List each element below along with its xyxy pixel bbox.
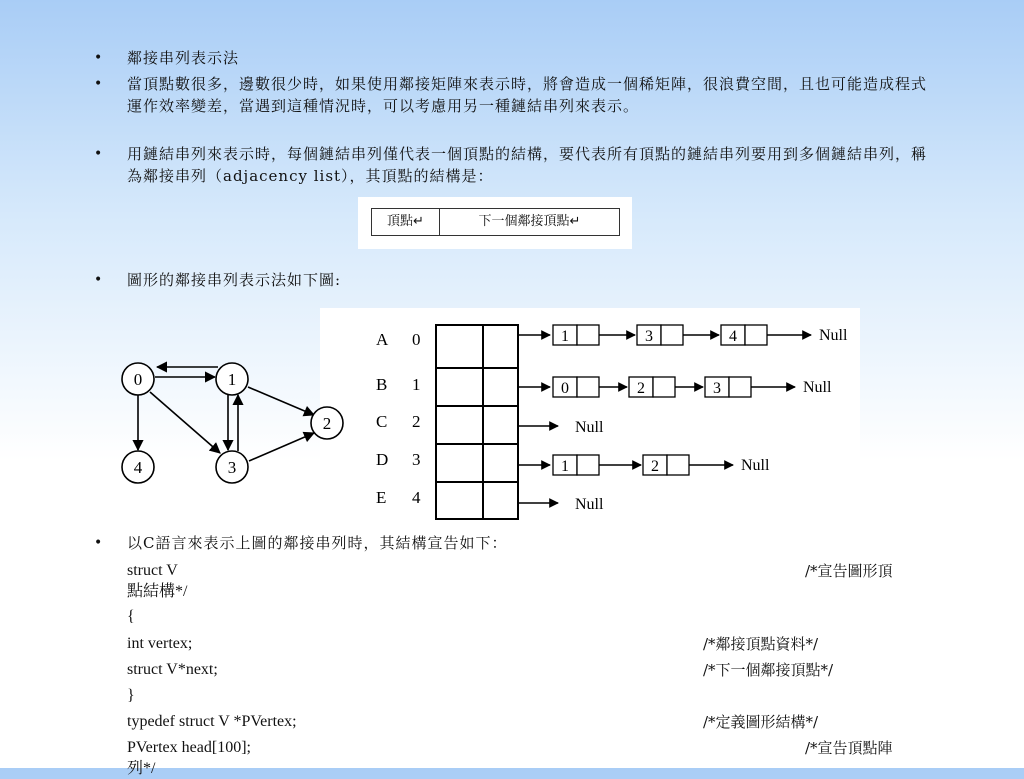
list-node-value: 3 — [645, 328, 653, 345]
adjacency-list-diagram — [110, 305, 870, 530]
code-comment: /*下一個鄰接頂點*/ — [703, 661, 834, 679]
list-node — [637, 325, 683, 345]
node-field-next: 下一個鄰接頂點↵ — [478, 214, 581, 229]
paragraph-adjacency-list: 用鏈結串列來表示時，每個鏈結串列僅代表一個頂點的結構，要代表所有頂點的鏈結串列要用到多個鏈結串列，稱為鄰接串列（adjacency list），其頂點的結構是： — [127, 145, 928, 185]
list-node — [553, 325, 599, 345]
graph-node-label: 2 — [322, 414, 332, 433]
list-node-value: 4 — [729, 328, 737, 345]
code-comment: /*宣告圖形頂 — [805, 562, 893, 580]
code-line: PVertex head[100]; — [127, 739, 251, 756]
list-node — [553, 455, 599, 475]
list-node-value: 1 — [561, 458, 569, 475]
bullet: • — [94, 535, 103, 551]
row-label: B — [376, 375, 388, 394]
row-label: A — [376, 330, 389, 349]
row-label: E — [376, 488, 387, 507]
paragraph-c-declaration: 以C語言來表示上圖的鄰接串列時，其結構宣告如下： — [127, 534, 508, 552]
list-node-value: 3 — [713, 380, 721, 397]
code-line: struct V — [127, 562, 178, 579]
bullet: • — [94, 146, 103, 162]
row-index: 4 — [412, 488, 421, 507]
paragraph-sparse-matrix: 當頂點數很多，邊數很少時，如果使用鄰接矩陣來表示時，將會造成一個稀矩陣，很浪費空間，且也可能造成程式運作效率變差，當遇到這種情況時，可以考慮用另一種鏈結串列來表示。 — [127, 75, 928, 115]
list-node — [553, 377, 599, 397]
list-node — [721, 325, 767, 345]
code-line: { — [127, 608, 135, 625]
node-field-vertex: 頂點↵ — [372, 209, 440, 235]
section-title: 鄰接串列表示法 — [127, 49, 240, 67]
code-comment: /*鄰接頂點資料*/ — [703, 635, 819, 653]
bullet: • — [94, 50, 103, 66]
null-label: Null — [803, 379, 832, 396]
row-label: D — [376, 450, 389, 469]
graph-node-label: 0 — [133, 370, 143, 389]
bullet: • — [94, 76, 103, 92]
paragraph-figure-intro: 圖形的鄰接串列表示法如下圖: — [127, 271, 342, 289]
code-line: typedef struct V *PVertex; — [127, 713, 297, 730]
list-node — [705, 377, 751, 397]
list-node-value: 0 — [561, 380, 569, 397]
code-comment: /*定義圖形結構*/ — [703, 713, 819, 731]
list-node-value: 2 — [651, 458, 659, 475]
row-index: 2 — [412, 412, 421, 431]
edge-3-2 — [249, 433, 314, 461]
code-comment: /*宣告頂點陣 — [805, 739, 893, 757]
null-label: Null — [741, 457, 770, 474]
row-index: 0 — [412, 330, 421, 349]
diagram-svg — [110, 305, 870, 530]
node-structure-table — [371, 208, 620, 236]
code-line: int vertex; — [127, 635, 193, 652]
list-node — [643, 455, 689, 475]
graph-node-label: 1 — [227, 370, 237, 389]
code-line: } — [127, 687, 135, 704]
row-label: C — [376, 412, 388, 431]
list-node-value: 1 — [561, 328, 569, 345]
edge-1-2 — [248, 387, 314, 415]
bullet: • — [94, 272, 103, 288]
null-label: Null — [575, 419, 604, 436]
code-line: 點結構*/ — [127, 583, 188, 600]
null-label: Null — [575, 496, 604, 513]
graph-nodes — [122, 363, 343, 483]
null-label: Null — [819, 327, 848, 344]
edge-0-3 — [150, 392, 220, 453]
list-node-value: 2 — [637, 380, 645, 397]
node-structure-figure — [358, 197, 632, 249]
code-line: struct V*next; — [127, 661, 218, 678]
row-index: 3 — [412, 450, 421, 469]
row-index: 1 — [412, 375, 421, 394]
code-line: 列*/ — [127, 760, 156, 777]
graph-node-label: 4 — [133, 458, 143, 477]
graph-node-label: 3 — [227, 458, 237, 477]
list-node — [629, 377, 675, 397]
